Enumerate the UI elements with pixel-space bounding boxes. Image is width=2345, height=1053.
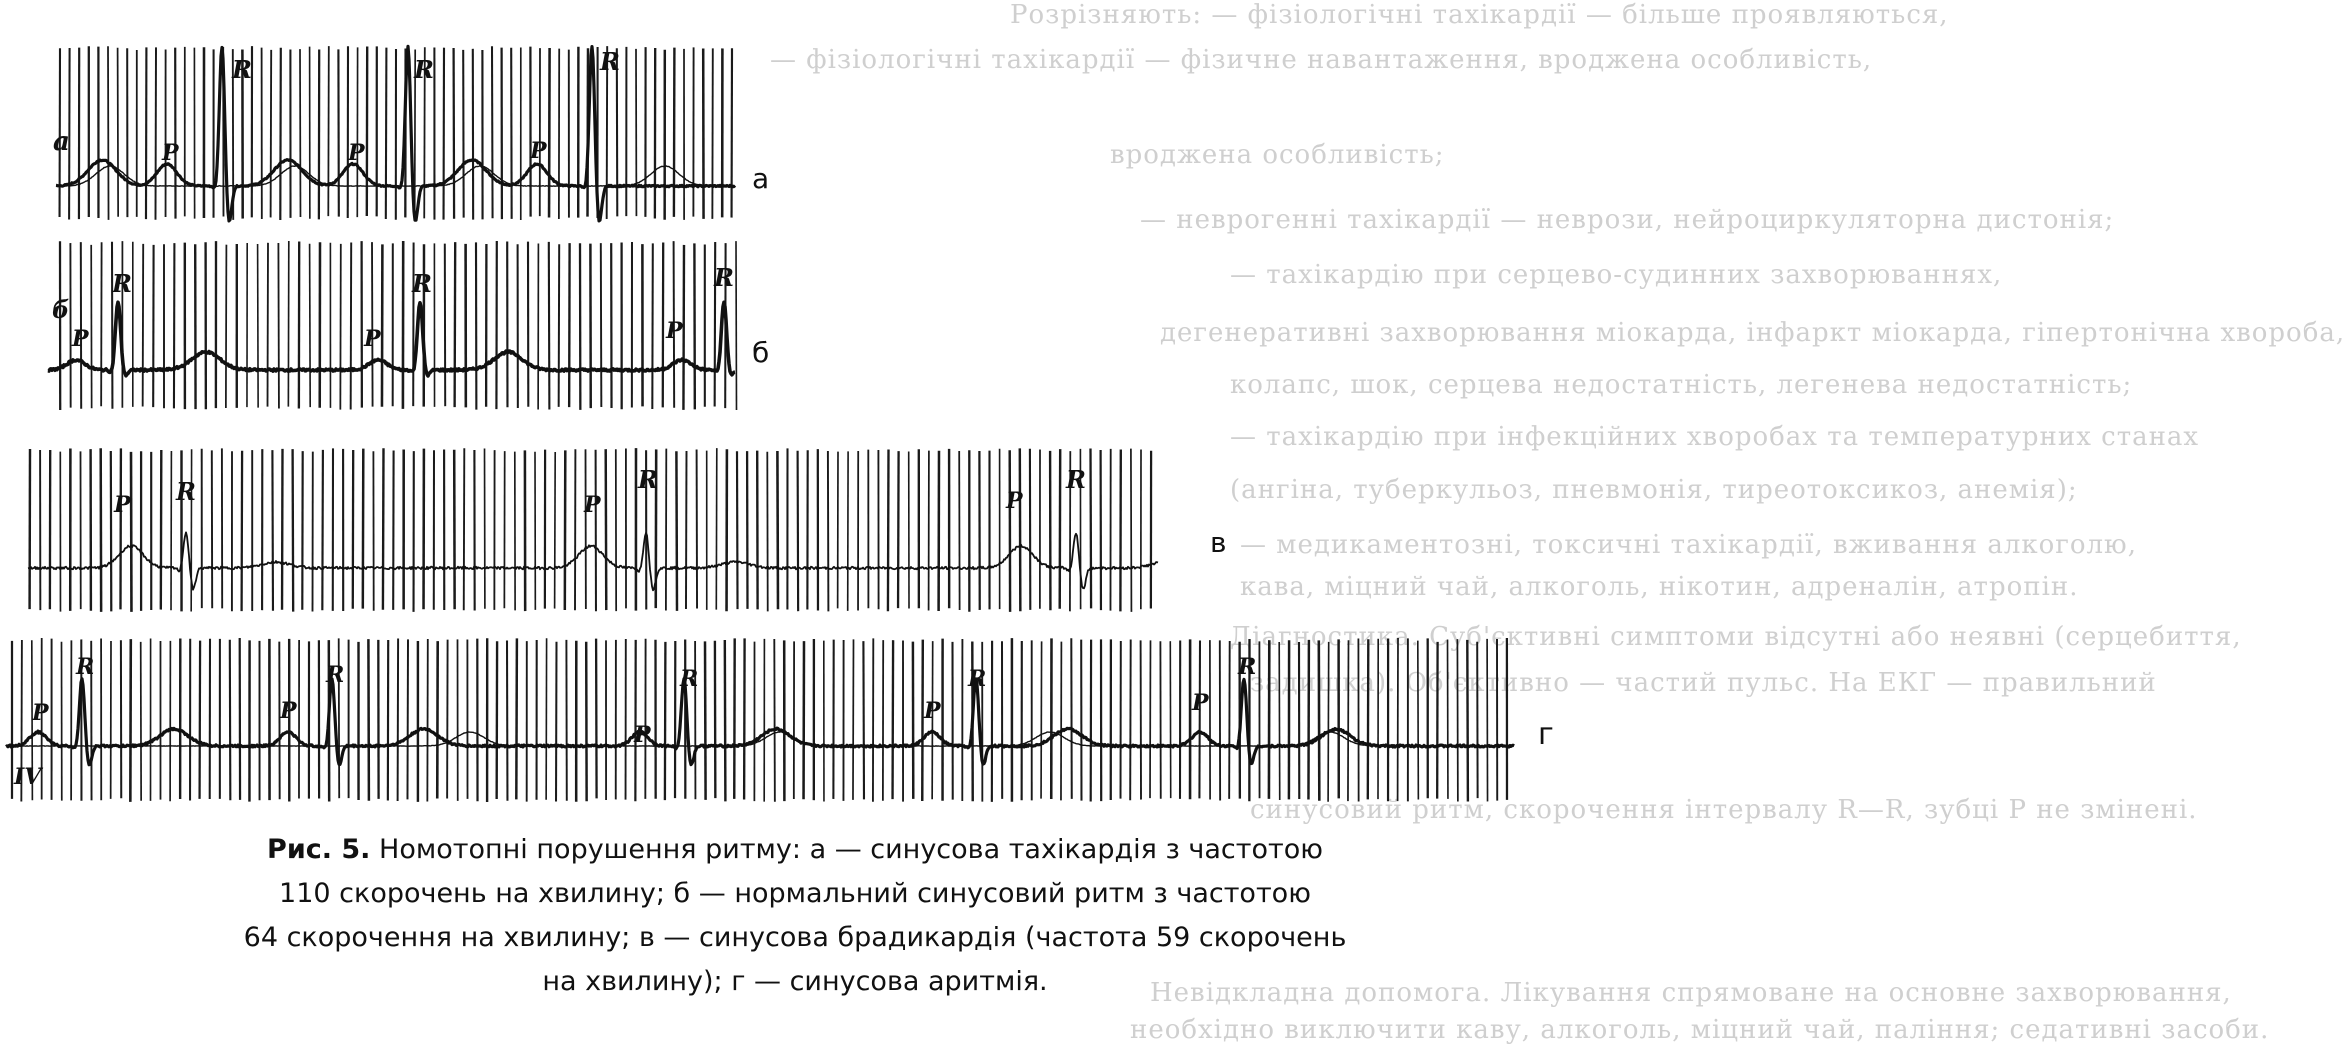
grid-line	[1368, 639, 1369, 799]
grid-line	[676, 451, 677, 611]
r-label: R	[112, 269, 132, 298]
p-label: P	[348, 140, 365, 166]
grid-line	[716, 448, 717, 610]
grid-strip-v	[30, 448, 1152, 612]
grid-line	[108, 46, 109, 220]
grid-line	[155, 47, 156, 219]
grid-line	[686, 451, 687, 609]
p-label: P	[162, 140, 179, 166]
grid-line	[1467, 640, 1468, 802]
grid-line	[1041, 641, 1042, 798]
grid-line	[1418, 641, 1419, 800]
r-label: R	[714, 263, 734, 292]
grid-strip-g	[12, 638, 1507, 802]
r-label: R	[176, 477, 196, 506]
strip-corner-label-a: a	[53, 127, 70, 157]
caption-line-3: 64 скорочення на хвилину; в — синусова брадикардія (частота 59 скорочень	[243, 922, 1347, 953]
grid-line	[601, 243, 602, 407]
bleed-line: — тахікардію при серцево-судинних захворюваннях,	[1230, 260, 2003, 290]
caption-line-1: Номотопні порушення ритму: а — синусова тахікардія з частотою	[379, 834, 1323, 865]
bleed-line: дегенеративні захворювання міокарда, інфаркт міокарда, гіпертонічна хвороба,	[1160, 318, 2345, 348]
grid-line	[705, 641, 706, 800]
grid-line	[606, 449, 607, 610]
grid-line	[372, 242, 373, 407]
grid-line	[1328, 642, 1329, 802]
grid-line	[1279, 642, 1280, 800]
grid-line	[492, 46, 493, 218]
grid-line	[328, 46, 329, 216]
p-label: P	[1006, 488, 1023, 514]
grid-line	[386, 48, 387, 219]
r-label: R	[680, 666, 699, 692]
grid-line	[230, 640, 231, 801]
grid-line	[798, 451, 799, 611]
grid-line	[774, 639, 775, 802]
grid-line	[226, 245, 227, 408]
r-label: R	[1066, 465, 1086, 494]
grid-line	[863, 641, 864, 799]
grid-line	[1319, 640, 1320, 800]
p-label: P	[280, 698, 297, 724]
grid-line	[383, 448, 384, 610]
caption-label: Рис. 5.	[267, 834, 371, 865]
grid-line	[271, 50, 272, 218]
r-label: R	[232, 55, 252, 84]
grid-line	[665, 642, 666, 800]
bleed-line: — фізіологічні тахікардії — фізичне навантаження, вроджена особливість,	[770, 45, 1873, 75]
grid-line	[922, 640, 923, 801]
grid-line	[1348, 640, 1349, 801]
bleed-line: — тахікардію при інфекційних хворобах та температурних станах	[1230, 422, 2200, 452]
r-label: R	[76, 654, 95, 680]
p-label: P	[32, 700, 49, 726]
grid-line	[549, 48, 550, 217]
grid-line	[351, 243, 352, 410]
grid-line	[455, 242, 456, 407]
p-label: P	[364, 326, 381, 352]
bleed-line: Діагностика. Суб'єктивні симптоми відсутні або неявні (серцебиття,	[1230, 622, 2242, 652]
grid-line	[322, 450, 323, 610]
r-label: R	[412, 269, 432, 298]
grid-line	[1131, 449, 1132, 612]
grid-strip-b	[60, 241, 736, 410]
bleed-line: — неврогенні тахікардії — неврози, нейроциркуляторна дистонія;	[1140, 205, 2115, 235]
grid-line	[559, 244, 560, 407]
p-label: P	[924, 698, 941, 724]
bleed-line: синусовий ритм, скорочення інтервалу R—R, зубці Р не змінені.	[1250, 795, 2198, 825]
bleed-line: (ангіна, туберкульоз, пневмонія, тиреотоксикоз, анемія);	[1230, 475, 2078, 505]
r-label: R	[326, 662, 345, 688]
grid-line	[293, 449, 294, 612]
grid-line	[898, 451, 899, 608]
strip-label-b: б	[752, 336, 770, 369]
grid-line	[464, 448, 465, 610]
p-label: P	[530, 138, 547, 164]
grid-line	[549, 242, 550, 410]
grid-line	[310, 244, 311, 407]
grid-line	[258, 244, 259, 408]
caption-line-2: 110 скорочень на хвилину; б — нормальний синусовий ритм з частотою	[279, 878, 1311, 909]
p-label: P	[1192, 690, 1209, 716]
grid-line	[1199, 641, 1200, 799]
grid-line	[893, 640, 894, 799]
bleed-line: необхідно виключити каву, алкоголь, міцний чай, паління; седативні засоби.	[1130, 1015, 2270, 1045]
grid-line	[516, 638, 517, 799]
grid-line	[1091, 449, 1092, 609]
grid-line	[1229, 641, 1230, 799]
grid-line	[1020, 448, 1021, 611]
grid-line	[725, 640, 726, 801]
r-label: R	[414, 55, 434, 84]
grid-line	[888, 450, 889, 612]
ecg-grid-lines	[12, 46, 1507, 802]
r-label: R	[638, 465, 658, 494]
p-label: P	[584, 492, 601, 518]
bleed-line: вроджена особливість;	[1110, 140, 1445, 170]
grid-line	[143, 244, 144, 407]
grid-line	[278, 243, 279, 409]
grid-line	[683, 245, 684, 410]
bleed-line: колапс, шок, серцева недостатність, легенева недостатність;	[1230, 370, 2133, 400]
p-label: P	[634, 722, 651, 748]
bleed-line: кава, міцний чай, алкоголь, нікотин, адреналін, атропін.	[1240, 572, 2079, 602]
grid-strip-a	[60, 46, 732, 220]
p-label: P	[666, 318, 683, 344]
grid-line	[407, 639, 408, 799]
caption-line-4: на хвилину); г — синусова аритмія.	[542, 966, 1048, 997]
lead-label: IV	[14, 764, 42, 790]
grid-line	[555, 452, 556, 609]
r-label: R	[1238, 654, 1257, 680]
p-label: P	[114, 492, 131, 518]
figure-caption	[60, 828, 1530, 1004]
grid-line	[200, 641, 201, 799]
grid-line	[272, 450, 273, 611]
grid-line	[118, 48, 119, 217]
strip-label-a: а	[752, 162, 770, 195]
strip-label-v: в	[1210, 526, 1227, 559]
r-label: R	[968, 666, 987, 692]
bleed-line: Невідкладна допомога. Лікування спрямоване на основне захворювання,	[1150, 978, 2232, 1008]
strip-corner-label-b: б	[52, 295, 70, 324]
grid-line	[777, 451, 778, 609]
grid-line	[853, 639, 854, 800]
grid-line	[737, 451, 738, 609]
bleed-line: — медикаментозні, токсичні тахікардії, вживання алкоголю,	[1240, 530, 2137, 560]
grid-line	[1130, 640, 1131, 801]
bleed-line: задишка). Об'єктивно — частий пульс. На ЕКГ — правильний	[1250, 668, 2157, 698]
strip-label-g: г	[1538, 717, 1554, 752]
p-label: P	[72, 326, 89, 352]
bleed-line: Розрізняють: — фізіологічні тахікардії — більше проявляються,	[1010, 0, 1949, 30]
r-label: R	[600, 47, 620, 76]
